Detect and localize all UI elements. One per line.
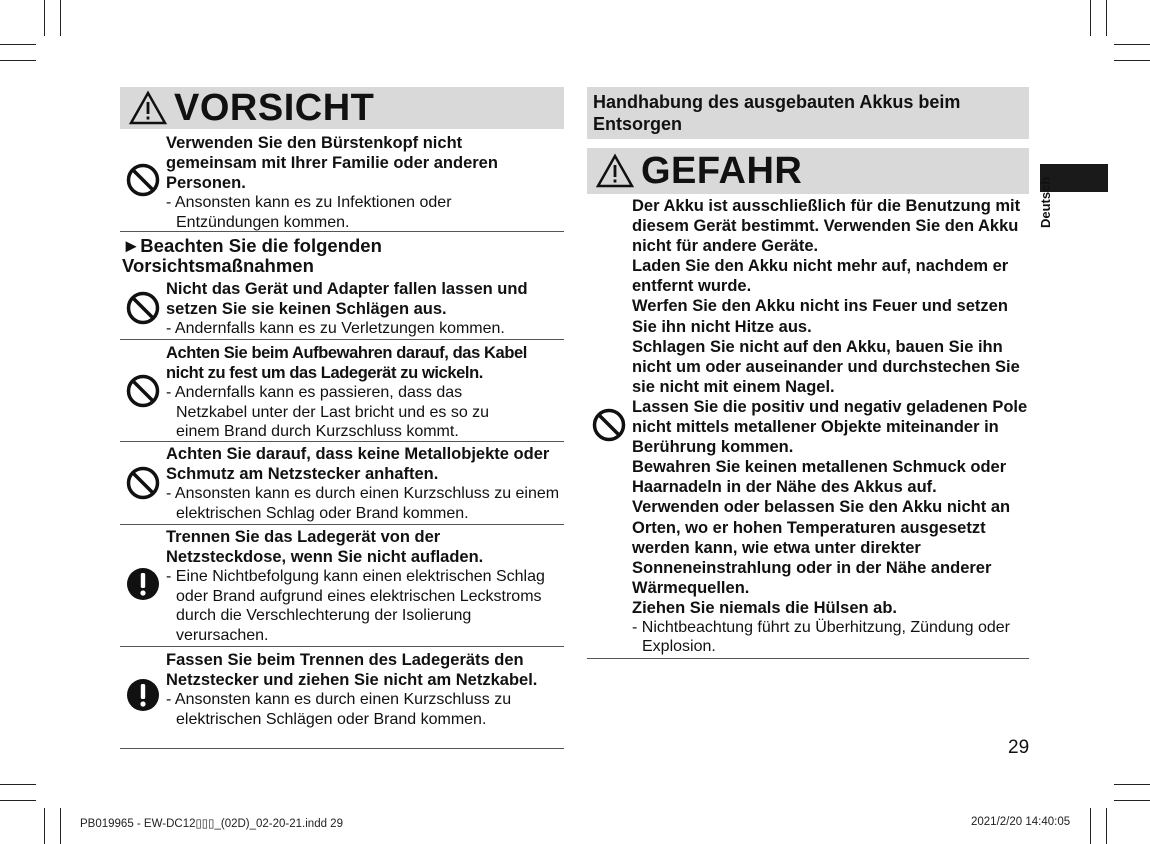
danger-item: Lassen Sie die positiv und negativ geladenen Pole nicht mittels metallener Objekte miteinander in Berührung kommen.	[632, 397, 1028, 457]
danger-item: Bewahren Sie keinen metallenen Schmuck oder Haarnadeln in der Nähe des Akkus auf.	[632, 458, 1007, 497]
divider	[120, 748, 564, 749]
crop-mark	[1114, 784, 1150, 785]
divider	[120, 339, 564, 340]
section-title: Handhabung des ausgebauten Akkus beim Entsorgen	[587, 87, 1029, 139]
caution-header	[120, 87, 564, 129]
item-instruction: Achten Sie beim Aufbewahren darauf, das Kabel nicht zu fest um das Ladegerät zu wickeln.	[166, 344, 527, 382]
crop-mark	[1106, 808, 1107, 844]
danger-item: Schlagen Sie nicht auf den Akku, bauen Sie ihn nicht um oder auseinander und durchstechen Sie sie nicht mit einem Nagel.	[632, 337, 1020, 396]
prohibition-icon	[592, 408, 626, 442]
divider	[120, 646, 564, 647]
crop-mark	[1114, 60, 1150, 61]
crop-mark	[1106, 0, 1107, 36]
item-note: - Andernfalls kann es passieren, dass das Netzkabel unter der Last bricht und es so zu einem Brand durch Kurzschluss kommt.	[166, 384, 490, 440]
danger-title: GEFAHR	[641, 149, 803, 192]
prohibition-icon	[126, 163, 160, 197]
caution-item-2	[120, 279, 564, 339]
item-note: - Ansonsten kann es durch einen Kurzschluss zu elektrischen Schlägen oder Brand kommen.	[166, 691, 512, 728]
danger-item: Verwenden oder belassen Sie den Akku nicht an Orten, wo er hohen Temperaturen ausgesetzt werden kann, wie etwa unter direkter Sonneneinstrahlung oder in der Nähe anderer Wärmequellen.	[632, 498, 1011, 597]
footer-file-info: PB019965 - EW-DC12▯▯▯_(02D)_02-20-21.indd 29	[80, 818, 343, 830]
warning-triangle-icon	[595, 153, 635, 189]
item-instruction: Trennen Sie das Ladegerät von der Netzsteckdose, wenn Sie nicht aufladen.	[166, 528, 484, 566]
crop-mark	[1114, 800, 1150, 801]
crop-mark	[0, 800, 36, 801]
item-instruction: Fassen Sie beim Trennen des Ladegeräts den Netzstecker und ziehen Sie nicht am Netzkabel.	[166, 651, 538, 689]
item-note: - Eine Nichtbefolgung kann einen elektrischen Schlag oder Brand aufgrund eines elektrischen Leckstroms durch die Verschlechterung der Isolierung verursachen.	[166, 568, 545, 644]
item-note: - Ansonsten kann es durch einen Kurzschluss zu einem elektrischen Schlag oder Brand kommen.	[166, 485, 560, 522]
language-tab-label: Deutsch	[1038, 176, 1053, 228]
crop-mark	[0, 784, 36, 785]
item-instruction: Verwenden Sie den Bürstenkopf nicht gemeinsam mit Ihrer Familie oder anderen Personen.	[166, 134, 498, 192]
item-note: - Andernfalls kann es zu Verletzungen kommen.	[166, 320, 505, 337]
danger-header	[587, 148, 1029, 194]
danger-item: Ziehen Sie niemals die Hülsen ab.	[632, 598, 897, 617]
crop-mark	[1090, 0, 1091, 36]
caution-item-5	[120, 527, 564, 645]
danger-item: Der Akku ist ausschließlich für die Benutzung mit diesem Gerät bestimmt. Verwenden Sie den Akku nicht für andere Geräte.	[632, 197, 1021, 256]
item-note: - Ansonsten kann es zu Infektionen oder Entzündungen kommen.	[166, 194, 452, 231]
prohibition-icon	[126, 466, 160, 500]
page-number: 29	[1008, 737, 1030, 758]
divider	[587, 658, 1029, 659]
divider	[120, 524, 564, 525]
item-instruction: Nicht das Gerät und Adapter fallen lassen und setzen Sie sie keinen Schlägen aus.	[166, 280, 528, 318]
warning-triangle-icon	[128, 90, 168, 126]
crop-mark	[44, 808, 45, 844]
crop-mark	[1114, 44, 1150, 45]
crop-mark	[60, 808, 61, 844]
crop-mark	[0, 60, 36, 61]
caution-item-1	[120, 133, 564, 229]
crop-mark	[1090, 808, 1091, 844]
prohibition-icon	[126, 374, 160, 408]
caution-item-3	[120, 343, 564, 439]
prohibition-icon	[126, 291, 160, 325]
crop-mark	[0, 44, 36, 45]
precautions-heading: ►Beachten Sie die folgenden Vorsichtsmaßnahmen	[122, 235, 382, 276]
danger-item: Laden Sie den Akku nicht mehr auf, nachdem er entfernt wurde.	[632, 257, 1009, 296]
danger-item: Werfen Sie den Akku nicht ins Feuer und setzen Sie ihn nicht Hitze aus.	[632, 297, 1008, 336]
divider	[120, 441, 564, 442]
danger-note: - Nichtbeachtung führt zu Überhitzung, Zündung oder Explosion.	[632, 618, 1011, 656]
crop-mark	[44, 0, 45, 36]
mandatory-action-icon	[126, 567, 160, 601]
mandatory-action-icon	[126, 678, 160, 712]
footer-timestamp: 2021/2/20 14:40:05	[971, 816, 1071, 828]
caution-item-6	[120, 650, 564, 748]
caution-title: VORSICHT	[174, 86, 375, 129]
crop-mark	[60, 0, 61, 36]
item-instruction: Achten Sie darauf, dass keine Metallobjekte oder Schmutz am Netzstecker anhaften.	[166, 445, 550, 483]
divider	[120, 231, 564, 232]
caution-item-4	[120, 444, 564, 524]
danger-list	[632, 196, 1029, 657]
